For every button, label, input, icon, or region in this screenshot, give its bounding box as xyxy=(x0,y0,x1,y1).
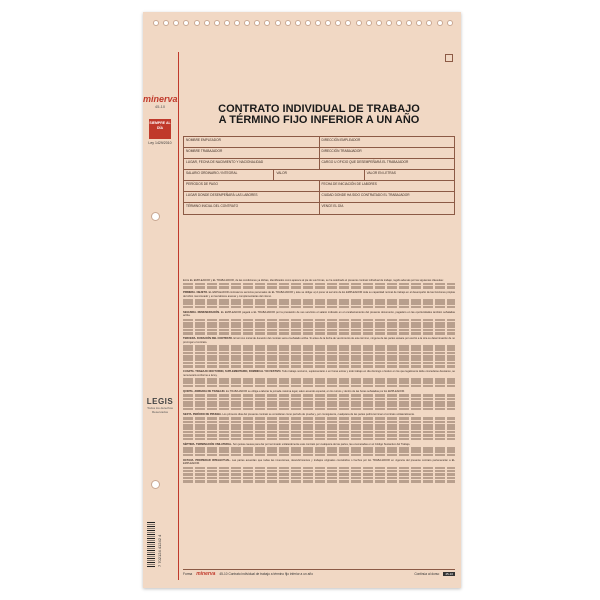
clause-text: El término inicial de duración del contrato será el señalado arriba. Si antes de la fecha de vencimiento de este término, ninguna de las partes avisare por escrito a la otra su determinación de no prorrogar el contrato. xyxy=(183,337,455,344)
punch-holes-row xyxy=(153,20,453,26)
binder-hole-top xyxy=(151,212,160,221)
form-row xyxy=(184,192,454,203)
clause-label: TERCERA. xyxy=(183,337,197,341)
form-fields-grid xyxy=(183,136,455,215)
clause-text: Son justas causas para dar por terminado unilateralmente este contrato por cualquiera de las partes, las enumeradas en el Código Sustantivo del Trabajo. xyxy=(232,442,411,446)
clause-heading: PROPIEDAD INTELECTUAL. xyxy=(195,458,231,462)
form-field[interactable]: NOMBRE EMPLEADOR xyxy=(184,137,320,147)
form-field[interactable]: VENCE EL DÍA xyxy=(321,204,344,208)
form-row xyxy=(184,148,454,159)
clause-text: EL EMPLEADOR contrata los servicios personales de EL TRABAJADOR y éste se obliga: a) A poner al servicio de EL EMPLEADOR toda su capacidad normal de trabajo en el desempeño de las funciones propias del oficio mencionado y en las labores anexas y complementarias del mismo. xyxy=(183,291,455,298)
form-row xyxy=(184,203,454,214)
form-row xyxy=(184,159,454,170)
footer-note: 45-10 Contrato individual de trabajo a término fijo inferior a un año xyxy=(219,572,313,576)
clause-label: PRIMERA. xyxy=(183,291,196,295)
contract-form-sheet xyxy=(143,12,461,588)
clause-heading: DURACIÓN DEL CONTRATO. xyxy=(197,337,233,341)
footer xyxy=(183,569,455,578)
clause-heading: PERÍODO DE PRUEBA. xyxy=(192,412,222,416)
form-field[interactable]: DIRECCIÓN TRABAJADOR xyxy=(321,149,362,153)
clause-paragraph xyxy=(183,413,455,440)
clause-text: Las partes acuerdan que todas las invenciones, descubrimientos y trabajos originales concebidos o hechos por EL TRABAJADOR en vigencia del presente contrato pertenecerán a EL EMPLEADOR. xyxy=(183,458,455,466)
clause-label: SÉPTIMA. xyxy=(183,442,196,446)
clause-text: Los primeros días del presente contrato se consideran como período de prueba y, por consiguiente, cualquiera de las partes podrá terminar el contrato unilateralmente. xyxy=(222,412,415,416)
footer-ref: 45-10 xyxy=(445,572,453,576)
clause-heading: REMUNERACIÓN. xyxy=(197,310,220,314)
footer-prefix: Forma xyxy=(183,572,193,576)
footer-continues: Continúa al dorso xyxy=(414,572,440,576)
title-line-1: CONTRATO INDIVIDUAL DE TRABAJO xyxy=(218,103,420,115)
form-field[interactable]: LUGAR, FECHA DE NACIMIENTO Y NACIONALIDAD xyxy=(184,159,320,169)
binder-hole-bottom xyxy=(151,480,160,489)
form-field[interactable]: LUGAR DONDE DESEMPEÑARÁ LAS LABORES xyxy=(184,192,320,202)
barcode-number: 7 702124 41242 4 xyxy=(157,534,162,567)
legis-block xyxy=(143,397,177,414)
clause-label: OCTAVA. xyxy=(183,458,195,462)
legis-logo: LEGIS xyxy=(146,397,174,406)
title-line-2: A TÉRMINO FIJO INFERIOR A UN AÑO xyxy=(218,114,420,126)
brand-code: 45-10 xyxy=(154,104,166,109)
clause-paragraph xyxy=(183,390,455,410)
contract-body xyxy=(183,276,455,564)
form-field[interactable]: SALARIO ORDINARIO / INTEGRAL xyxy=(184,170,274,180)
clause-label: SEXTA. xyxy=(183,412,193,416)
clause-text: Todo trabajo nocturno, suplementario o en horas extras y todo trabajo en día domingo o festivo en los que legalmente debe concederse descanso, se remunerará conforme a la ley. xyxy=(183,370,455,377)
clause-heading: TRABAJO NOCTURNO, SUPLEMENTARIO, DOMINICAL Y/O FESTIVO. xyxy=(195,370,282,374)
clause-paragraph xyxy=(183,291,455,308)
clause-paragraph xyxy=(183,337,455,368)
form-field[interactable]: DIRECCIÓN EMPLEADOR xyxy=(321,138,361,142)
document-title xyxy=(183,104,455,126)
form-field[interactable]: PERÍODOS DE PAGO xyxy=(184,181,320,191)
brand-sidebar xyxy=(143,92,177,145)
clause-paragraph xyxy=(183,443,455,457)
clause-heading: JORNADA DE TRABAJO. xyxy=(194,390,226,394)
margin-line xyxy=(178,52,179,580)
corner-box xyxy=(445,54,453,62)
form-row xyxy=(184,181,454,192)
form-field[interactable]: VALOR xyxy=(274,170,364,180)
footer-brand: minerva xyxy=(196,571,216,577)
form-field[interactable]: NOMBRE TRABAJADOR xyxy=(184,148,320,158)
clause-label: QUINTA. xyxy=(183,390,194,394)
clause-heading: OBJETO. xyxy=(196,291,208,295)
form-field[interactable]: TÉRMINO INICIAL DEL CONTRATO xyxy=(184,203,320,214)
brand-logo: minerva xyxy=(143,94,178,104)
law-reference: Ley 1429/2010 xyxy=(148,141,172,145)
intro-paragraph: Entre EL EMPLEADOR y EL TRABAJADOR, de las condiciones ya dichas, identificados como aparece al pie de sus firmas, se ha celebrado el presente contrato individual de trabajo, regido además por las siguientes cláusulas: xyxy=(183,279,455,289)
form-row xyxy=(184,137,454,148)
clause-paragraph xyxy=(183,459,455,483)
form-row xyxy=(184,170,454,181)
clause-heading: TERMINACIÓN UNILATERAL. xyxy=(195,442,233,446)
form-field[interactable]: FECHA DE INICIACIÓN DE LABORES xyxy=(321,182,377,186)
clause-label: SEGUNDA. xyxy=(183,310,197,314)
clause-text: EL TRABAJADOR se obliga a laborar la jornada máxima legal, salvo acuerdo especial, en los turnos y dentro de las horas señaladas por EL EMPLEADOR. xyxy=(225,390,405,394)
clause-paragraph xyxy=(183,311,455,335)
siempre-al-dia-seal: SIEMPRE AL DÍA xyxy=(149,119,171,139)
form-field[interactable]: CARGO U OFICIO QUE DESEMPEÑARÁ EL TRABAJADOR xyxy=(321,160,409,164)
barcode xyxy=(147,522,155,567)
clause-paragraph xyxy=(183,370,455,387)
clause-label: CUARTA. xyxy=(183,370,195,374)
legis-rights: Todos los derechos Reservados xyxy=(147,406,173,414)
clause-text: EL EMPLEADOR pagará a EL TRABAJADOR por la prestación de sus servicios el salario indicado en el encabezamiento del presente documento, pagadero en las oportunidades también señaladas arriba. xyxy=(183,310,455,318)
form-field[interactable]: VALOR EN LETRAS xyxy=(366,171,396,175)
form-field[interactable]: CIUDAD DONDE HA SIDO CONTRATADO EL TRABAJADOR xyxy=(321,193,410,197)
